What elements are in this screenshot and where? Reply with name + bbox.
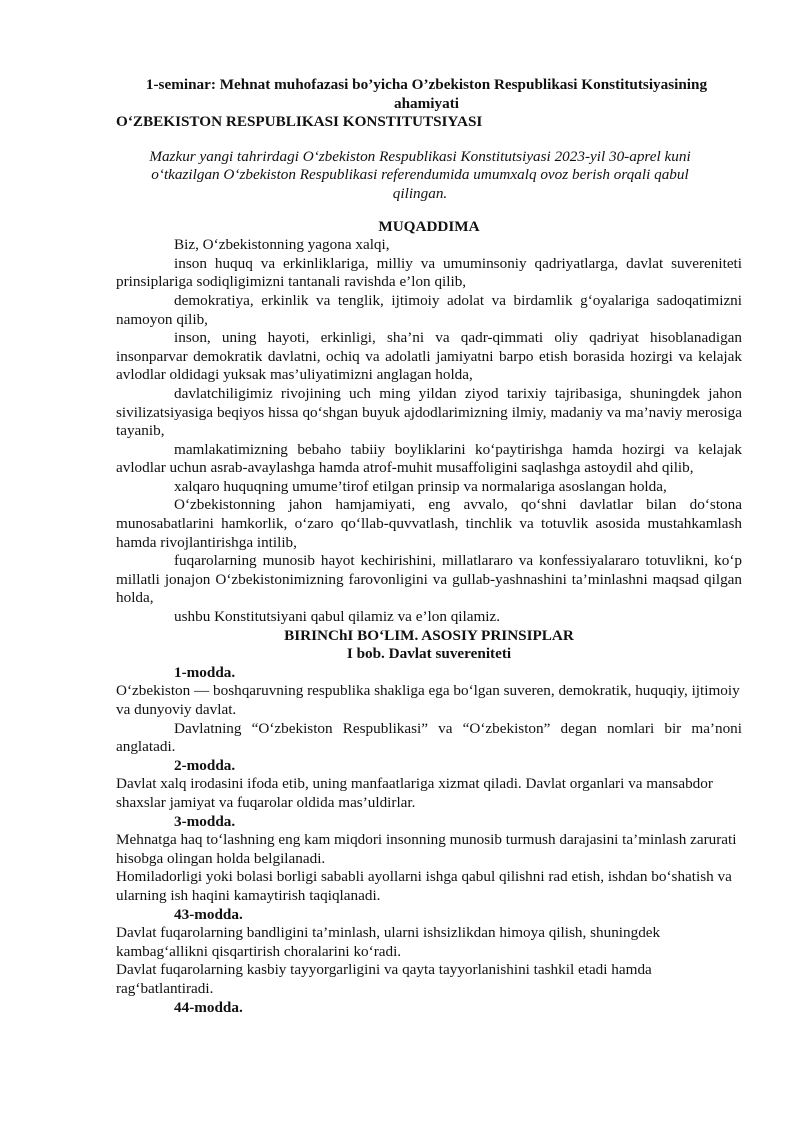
article-43-paragraph-1: Davlat fuqarolarning bandligini ta’minlash, ularni ishsizlikdan himoya qilish, shuningdek kambag‘allikni qisqartirish choralarini ko‘radi. [116, 924, 661, 960]
preamble-paragraph: mamlakatimizning bebaho tabiiy boyliklarini ko‘paytirishga hamda hozirgi va kelajak avlodlar uchun asrab-avaylashga hamda atrof-muhit musaffoligini saqlashga astoydil ahd qilib, [116, 440, 742, 477]
article-3-paragraph-1: Mehnatga haq to‘lashning eng kam miqdori insonning munosib turmush darajasini ta’minlash zarurati hisobga olingan holda belgilanadi. [116, 831, 737, 867]
article-1-heading: 1-modda. [174, 663, 236, 681]
article-1-paragraph-2: Davlatning “O‘zbekiston Respublikasi” va “O‘zbekiston” degan nomlari bir ma’noni anglatadi. [116, 719, 742, 756]
preamble-paragraph: xalqaro huquqning umume’tirof etilgan prinsip va normalariga asoslangan holda, [174, 477, 667, 495]
article-2-heading: 2-modda. [174, 756, 236, 774]
preamble-paragraph: O‘zbekistonning jahon hamjamiyati, eng avvalo, qo‘shni davlatlar bilan do‘stona munosabatlarini hamkorlik, o‘zaro qo‘llab-quvvatlash, tinchlik va totuvlik asosida mustahkamlash hamda rivojlantirishga intilib, [116, 496, 742, 551]
preamble-paragraph: inson, uning hayoti, erkinligi, sha’ni va qadr-qimmati oliy qadriyat hisoblanadigan insonparvar demokratik davlatni, ochiq va adolatli jamiyatni barpo etish borasida hozirgi va kelajak avlodlar oldidagi yuksak mas’uliyatimizni anglagan holda, [116, 329, 742, 384]
preamble-paragraph: ushbu Konstitutsiyani qabul qilamiz va e’lon qilamiz. [174, 608, 501, 626]
title-block [111, 76, 742, 113]
chapter-title: I bob. Davlat suvereniteti [346, 645, 512, 663]
adoption-note: Mazkur yangi tahrirdagi O‘zbekiston Respublikasi Konstitutsiyasi 2023-yil 30-aprel kuni o‘tkazilgan O‘zbekiston Respublikasi referendumida umumxalq ovoz berish orqali qabul qilingan. [149, 147, 691, 202]
article-2-paragraph-1: Davlat xalq irodasini ifoda etib, uning manfaatlariga xizmat qiladi. Davlat organlari va mansabdor shaxslar jamiyat va fuqarolar oldida mas’uldirlar. [116, 775, 713, 811]
article-43-paragraph-2: Davlat fuqarolarning kasbiy tayyorgarligini va qayta tayyorlanishini tashkil etadi hamda rag‘batlantiradi. [116, 961, 652, 997]
article-3-paragraph-2: Homiladorligi yoki bolasi borligi sababli ayollarni ishga qabul qilishni rad etish, ishdan bo‘shatish va ularning ish haqini kamaytirish taqiqlanadi. [116, 868, 732, 904]
article-43-heading: 43-modda. [174, 905, 243, 923]
preamble-paragraph: inson huquq va erkinliklariga, milliy va umuminsoniy qadriyatlarga, davlat suvereniteti prinsiplariga sodiqligimizni tantanali ravishda e’lon qilib, [116, 254, 742, 291]
article-3-heading: 3-modda. [174, 812, 236, 830]
section-title: BIRINChI BO‘LIM. ASOSIY PRINSIPLAR [284, 626, 574, 644]
document-title-line-2: ahamiyati [394, 94, 459, 112]
preamble-paragraph: fuqarolarning munosib hayot kechirishini, millatlararo va konfessiyalararo totuvlikni, ko‘p millatli jonajon O‘zbekistonimizning farovonligini va gullab-yashnashini ta’minlashni maqsad qilgan holda, [116, 552, 742, 607]
preamble-paragraph: Biz, O‘zbekistonning yagona xalqi, [174, 236, 390, 254]
document-subtitle: O‘ZBEKISTON RESPUBLIKASI KONSTITUTSIYASI [116, 113, 483, 131]
preamble-heading: MUQADDIMA [378, 217, 480, 235]
preamble-paragraph: davlatchiligimiz rivojining uch ming yildan ziyod tarixiy tajribasiga, shuningdek jahon sivilizatsiyasiga beqiyos hissa qo‘shgan buyuk ajdodlarimizning ilmiy, madaniy va ma’naviy merosiga tayanib, [116, 384, 742, 440]
article-44-heading: 44-modda. [174, 998, 243, 1016]
document-title-line-1: 1-seminar: Mehnat muhofazasi bo’yicha O’zbekiston Respublikasi Konstitutsiyasining [145, 76, 708, 93]
article-1-paragraph-1: O‘zbekiston — boshqaruvning respublika shakliga ega bo‘lgan suveren, demokratik, huquqiy, ijtimoiy va dunyoviy davlat. [116, 682, 740, 718]
preamble-paragraph: demokratiya, erkinlik va tenglik, ijtimoiy adolat va birdamlik g‘oyalariga sadoqatimizni namoyon qilib, [116, 291, 742, 328]
